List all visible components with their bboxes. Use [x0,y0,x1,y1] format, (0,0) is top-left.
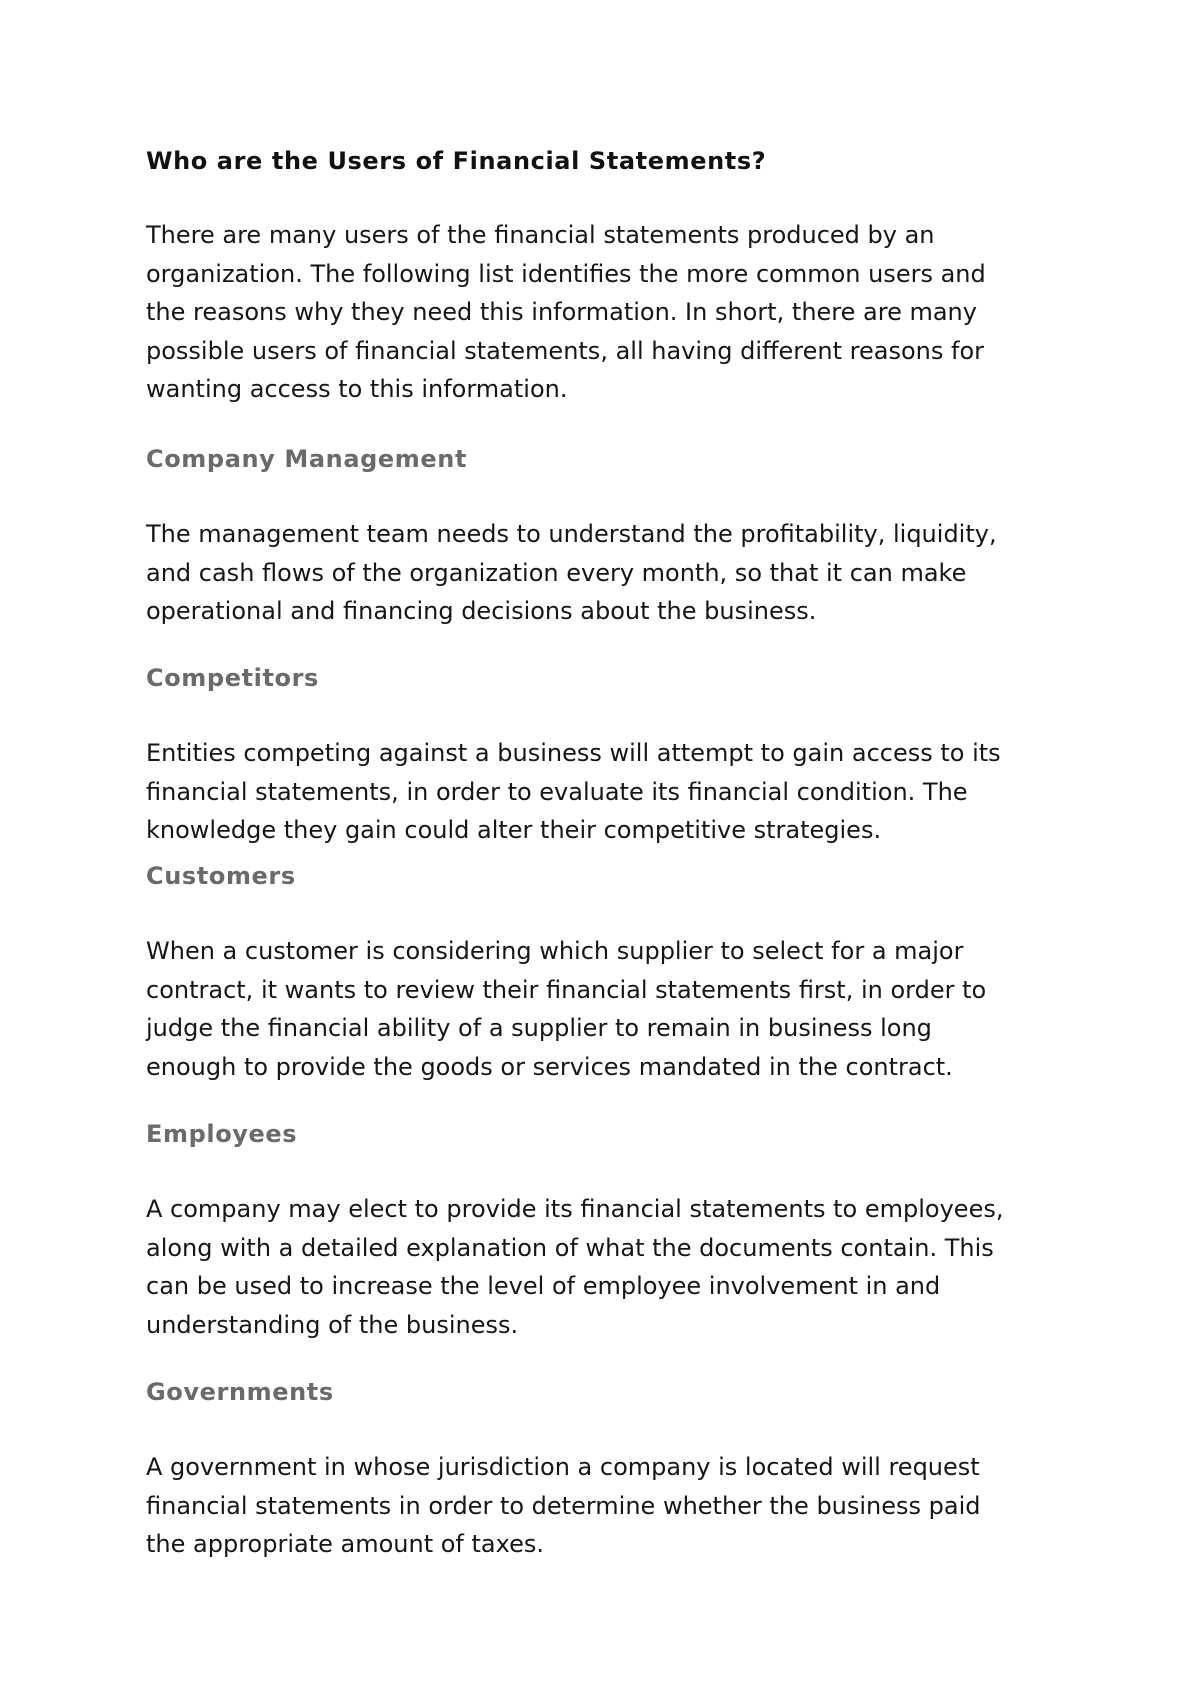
intro-paragraph: There are many users of the financial statements produced by an organization. The following list identifies the more common users and the reasons why they need this information. In short, there are many possible users of financial statements, all having different reasons for wanting access to this information. [146,221,986,404]
document-title: Who are the Users of Financial Statements? [146,147,767,175]
section-heading-customers: Customers [146,862,296,890]
section-body-company-management: The management team needs to understand the profitability, liquidity, and cash flows of the organization every month, so that it can make operational and financing decisions about the business. [146,520,997,626]
section-heading-competitors: Competitors [146,664,319,692]
section-heading-employees: Employees [146,1120,298,1148]
section-heading-company-management: Company Management [146,445,468,473]
section-body-customers: When a customer is considering which supplier to select for a major contract, it wants to review their financial statements first, in order to judge the financial ability of a supplier to remain in business long enough to provide the goods or services mandated in the contract. [146,937,987,1081]
section-body-governments: A government in whose jurisdiction a company is located will request financial statements in order to determine whether the business paid the appropriate amount of taxes. [146,1453,981,1559]
section-body-employees: A company may elect to provide its financial statements to employees, along with a detailed explanation of what the documents contain. This can be used to increase the level of employee involvement in and understanding of the business. [146,1195,1004,1339]
section-heading-governments: Governments [146,1378,334,1406]
section-body-competitors: Entities competing against a business will attempt to gain access to its financial statements, in order to evaluate its financial condition. The knowledge they gain could alter their competitive strategies. [146,739,1001,845]
